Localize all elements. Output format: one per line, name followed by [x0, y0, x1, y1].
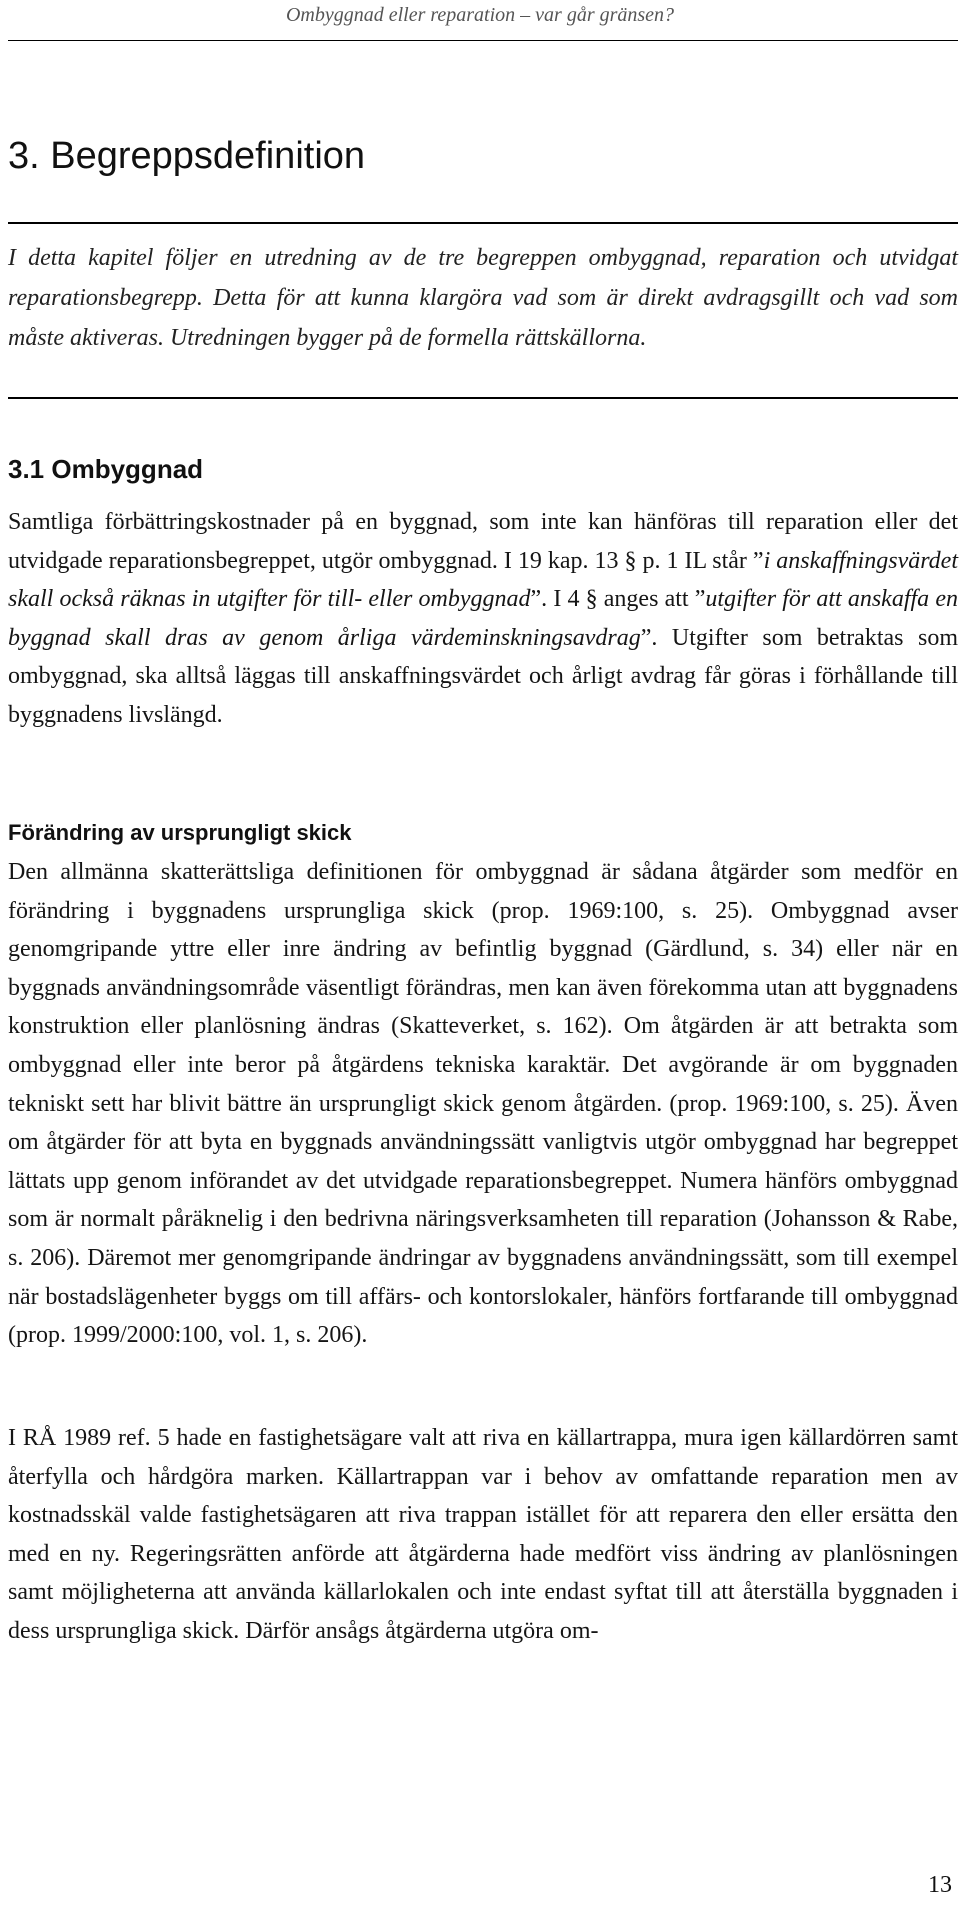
subsection-paragraph-2: I RÅ 1989 ref. 5 hade en fastighetsägare valt att riva en källartrappa, mura igen källardörren samt återfylla och hårdgöra marken. Källartrappan var i behov av omfattande reparation men av kostnadsskäl valde fastighetsägaren att riva trappan istället för att reparera den eller ersätta den med en ny. Regeringsrätten anförde att åtgärderna hade medfört viss ändring av planlösningen samt möjligheterna att använda källarlokalen och inte endast syftat till att återställa byggnaden i dess ursprungliga skick. Därför ansågs åtgärderna utgöra om-: [8, 1425, 958, 1644]
paragraph-text: ”. I 4 § anges att ”: [530, 586, 706, 613]
abstract-bottom-divider: [8, 397, 958, 399]
subsection-title: Förändring av ursprungligt skick: [8, 820, 352, 845]
subsection-paragraph-1: Den allmänna skatterättsliga definitionen för ombyggnad är sådana åtgärder som medför en förändring i byggnadens ursprungliga skick (prop. 1969:100, s. 25). Ombyggnad avser genomgripande yttre eller inre ändring av befintlig byggnad (Gärdlund, s. 34) eller när en byggnads användningsområde väsentligt förändras, men kan även förekomma utan att byggnadens konstruktion eller planlösning ändras (Skatteverket, s. 162). Om åtgärden är att betrakta som ombyggnad eller inte beror på åtgärdens tekniska karaktär. Det avgörande är om byggnaden tekniskt sett har blivit bättre än ursprungligt skick genom åtgärden. (prop. 1969:100, s. 25). Även om åtgärder för att byta en byggnads användningssätt vanligtvis utgör ombyggnad har begreppet lättats upp genom införandet av det utvidgade reparationsbegreppet. Numera hänförs ombyggnad som är normalt påräknelig i den bedrivna näringsverksamheten till reparation (Johansson & Rabe, s. 206). Däremot mer genomgripande ändringar av byggnadens användningssätt, som till exempel när bostadslägenheter byggs om till affärs- och kontorslokaler, hänförs fortfarande till ombyggnad (prop. 1999/2000:100, vol. 1, s. 206).: [8, 859, 958, 1349]
chapter-abstract: I detta kapitel följer en utredning av de tre begreppen ombyggnad, reparation och utvidgat reparationsbegrepp. Detta för att kunna klargöra vad som är direkt avdragsgillt och vad som måste aktiveras. Utredningen bygger på de formella rättskällorna.: [8, 245, 958, 351]
quoted-law-text: i anskaffningsvärdet skall också räknas in utgifter för till- eller ombyggnad: [8, 547, 959, 613]
page-number: 13: [928, 1872, 952, 1898]
header-divider: [8, 40, 958, 41]
abstract-top-divider: [8, 222, 958, 224]
section-title: 3.1 Ombyggnad: [8, 454, 204, 484]
paragraph-text: Samtliga förbättringskostnader på en byggnad, som inte kan hänföras till reparation eller det utvidgade reparationsbegreppet, utgör ombyggnad. I 19 kap. 13 § p. 1 IL står ”: [8, 509, 958, 574]
quoted-law-text: utgifter för att anskaffa en byggnad skall dras av genom årliga värdeminskningsavdrag: [8, 586, 958, 651]
section-paragraph-1: [8, 503, 958, 735]
paragraph-text: ”. Utgifter som betraktas som ombyggnad, ska alltså läggas till anskaffningsvärdet och årligt avdrag får göras i förhållande till byggnadens livslängd.: [8, 624, 959, 728]
running-header: Ombyggnad eller reparation – var går gränsen?: [285, 4, 675, 26]
chapter-title: 3. Begreppsdefinition: [8, 135, 366, 177]
